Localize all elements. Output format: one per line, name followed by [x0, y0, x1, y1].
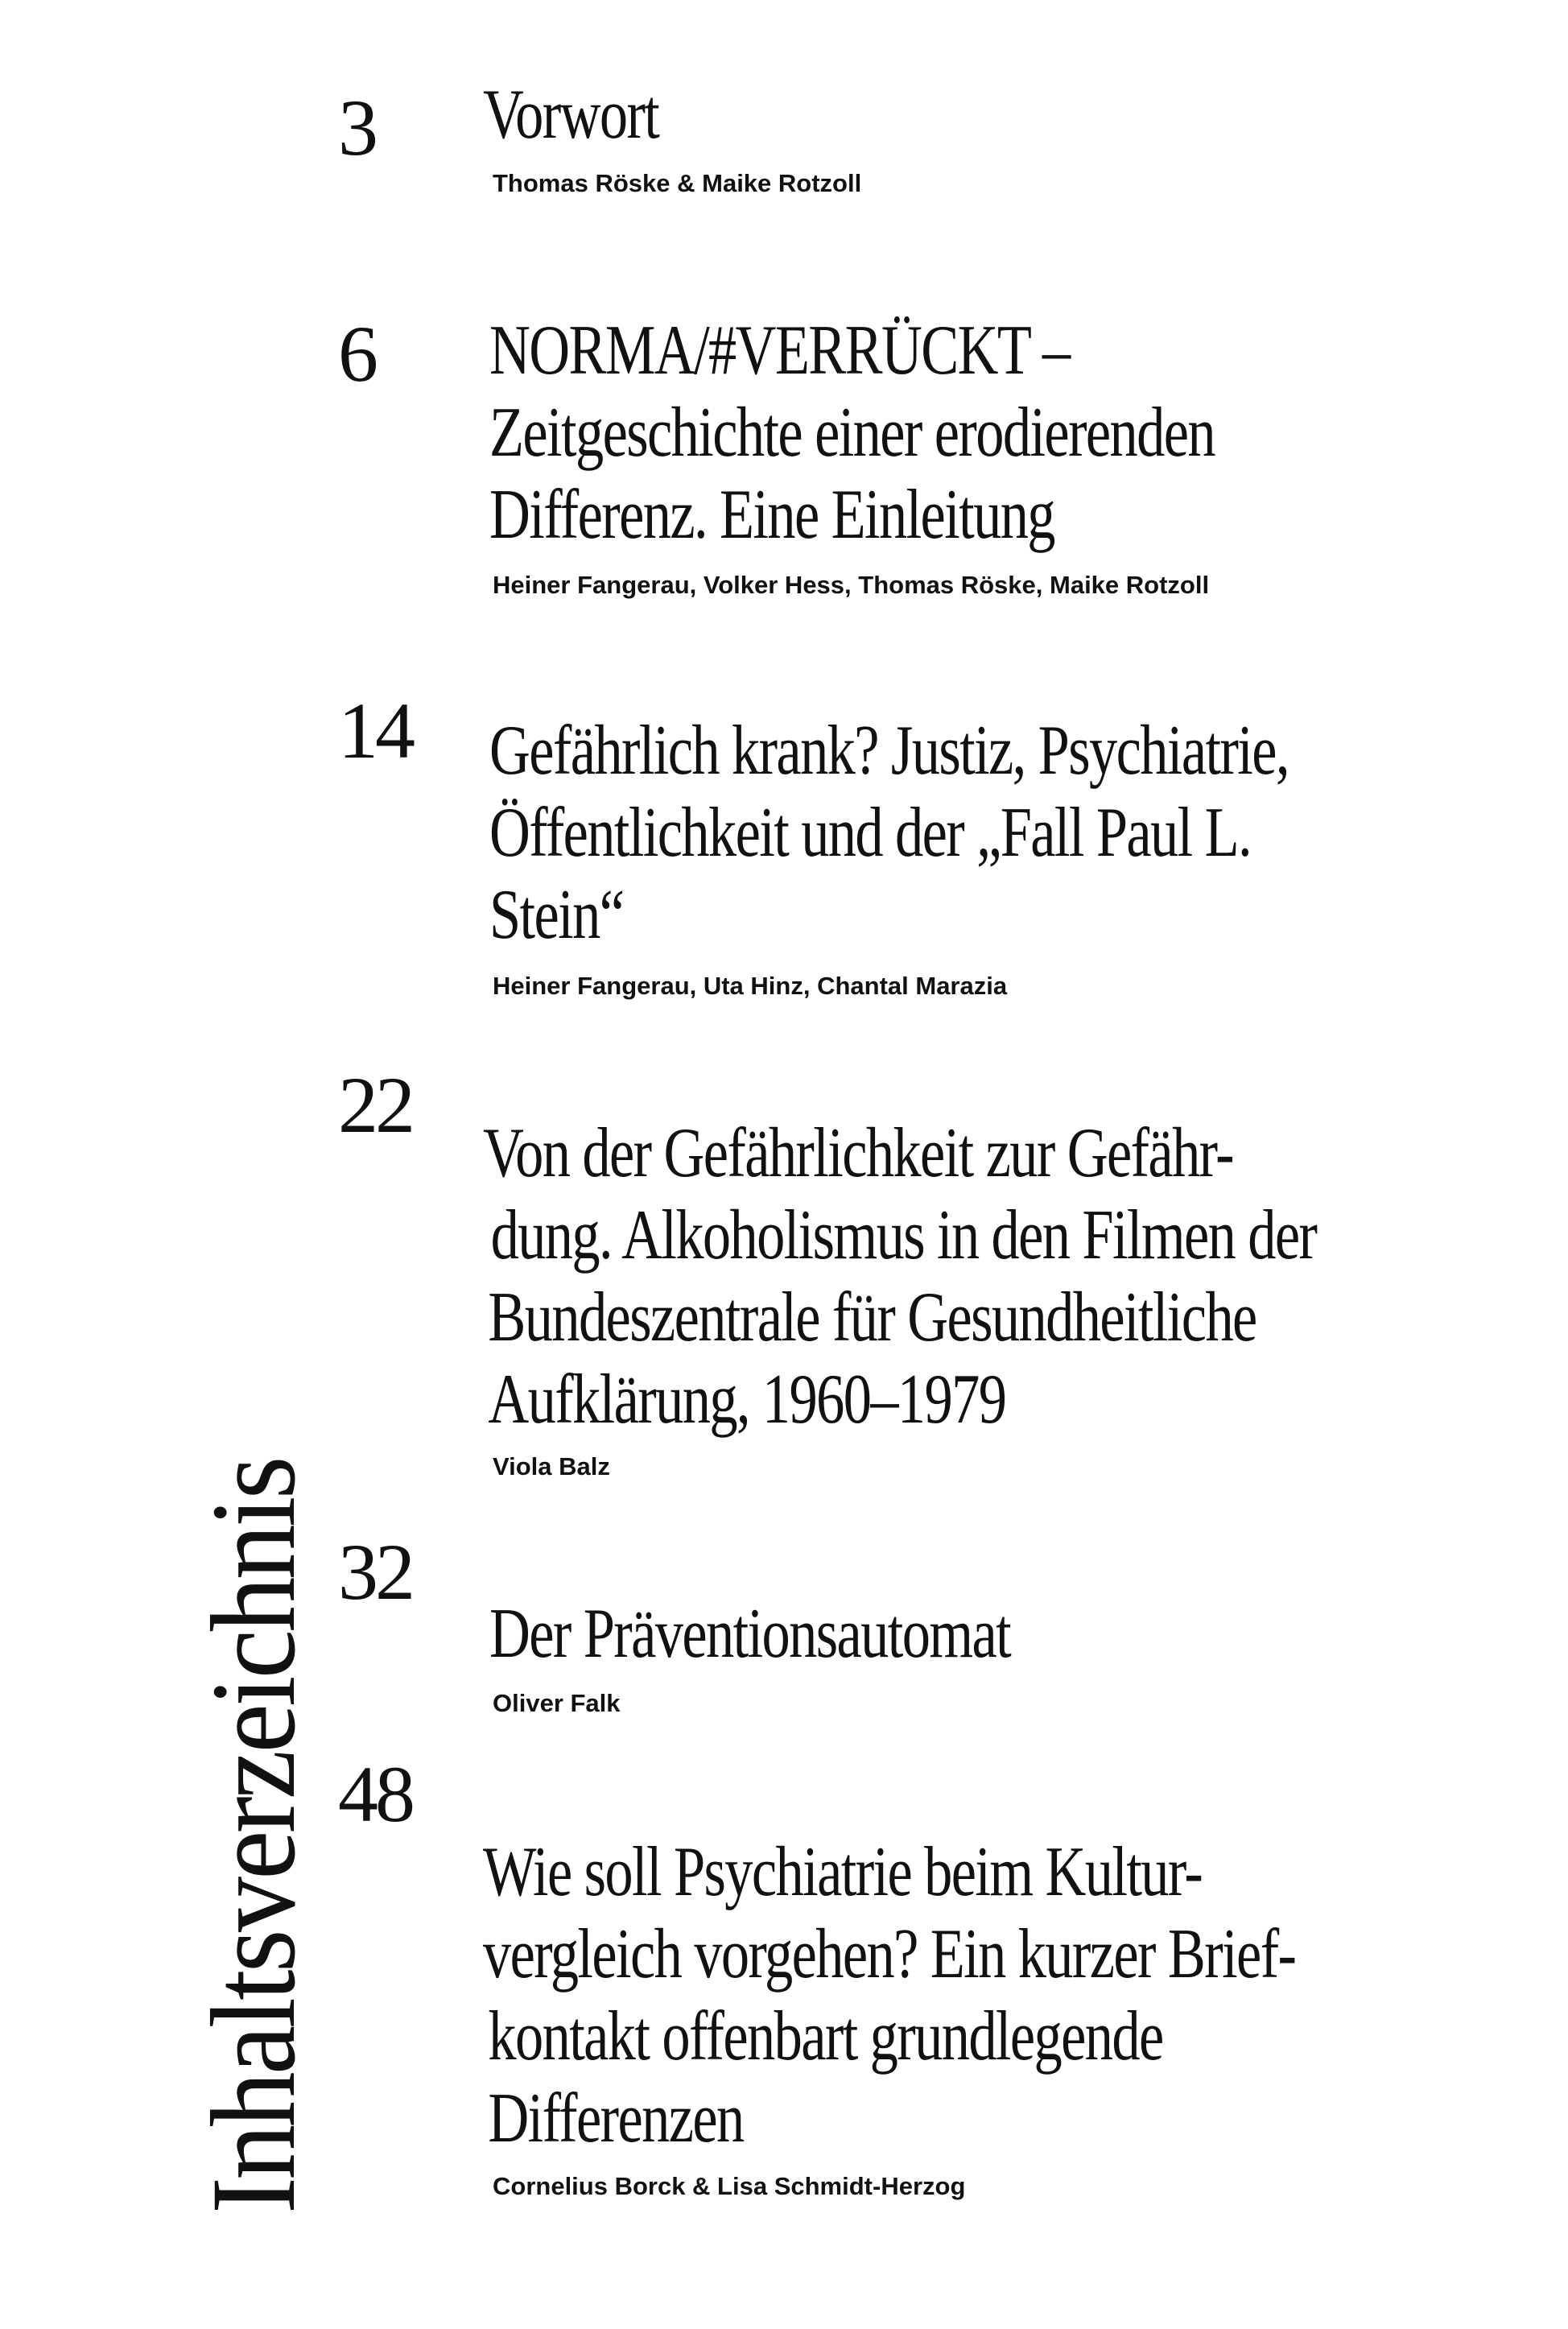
- entry-title[interactable]: Vorwort: [483, 76, 659, 154]
- entry-title[interactable]: Der Präventionsautomat: [489, 1595, 1011, 1673]
- entry-authors: Cornelius Borck & Lisa Schmidt-Herzog: [493, 2172, 966, 2200]
- entry-authors: Thomas Röske & Maike Rotzoll: [493, 169, 862, 197]
- page-heading: Inhaltsverzeichnis: [187, 1459, 320, 2214]
- entry-page-number: 48: [338, 1749, 412, 1839]
- entry-title[interactable]: Von der Gefährlichkeit zur Gefähr- dung. Alkoholismus in den Filmen der Bundeszentrale für Gesundheitliche Aufklärung, 1960–1979: [483, 1114, 1317, 1439]
- entry-title[interactable]: Gefährlich krank? Justiz, Psychiatrie, Öffentlichkeit und der „Fall Paul L. Stein“: [489, 712, 1289, 954]
- entry-authors: Viola Balz: [493, 1452, 610, 1480]
- entry-authors: Oliver Falk: [493, 1689, 621, 1717]
- entry-authors: Heiner Fangerau, Volker Hess, Thomas Röske, Maike Rotzoll: [493, 571, 1210, 599]
- entry-page-number: 22: [338, 1060, 412, 1150]
- entry-page-number: 6: [338, 309, 375, 398]
- entry-authors: Heiner Fangerau, Uta Hinz, Chantal Marazia: [493, 972, 1008, 1000]
- entry-page-number: 3: [338, 83, 375, 172]
- entry-title[interactable]: Wie soll Psychiatrie beim Kultur- vergleich vorgehen? Ein kurzer Brief- kontakt offenbart grundlegende Differenzen: [483, 1833, 1296, 2158]
- entry-page-number: 14: [338, 686, 412, 775]
- entry-page-number: 32: [338, 1527, 412, 1617]
- entry-title[interactable]: NORMA/#VERRÜCKT – Zeitgeschichte einer erodierenden Differenz. Eine Einleitung: [489, 312, 1215, 554]
